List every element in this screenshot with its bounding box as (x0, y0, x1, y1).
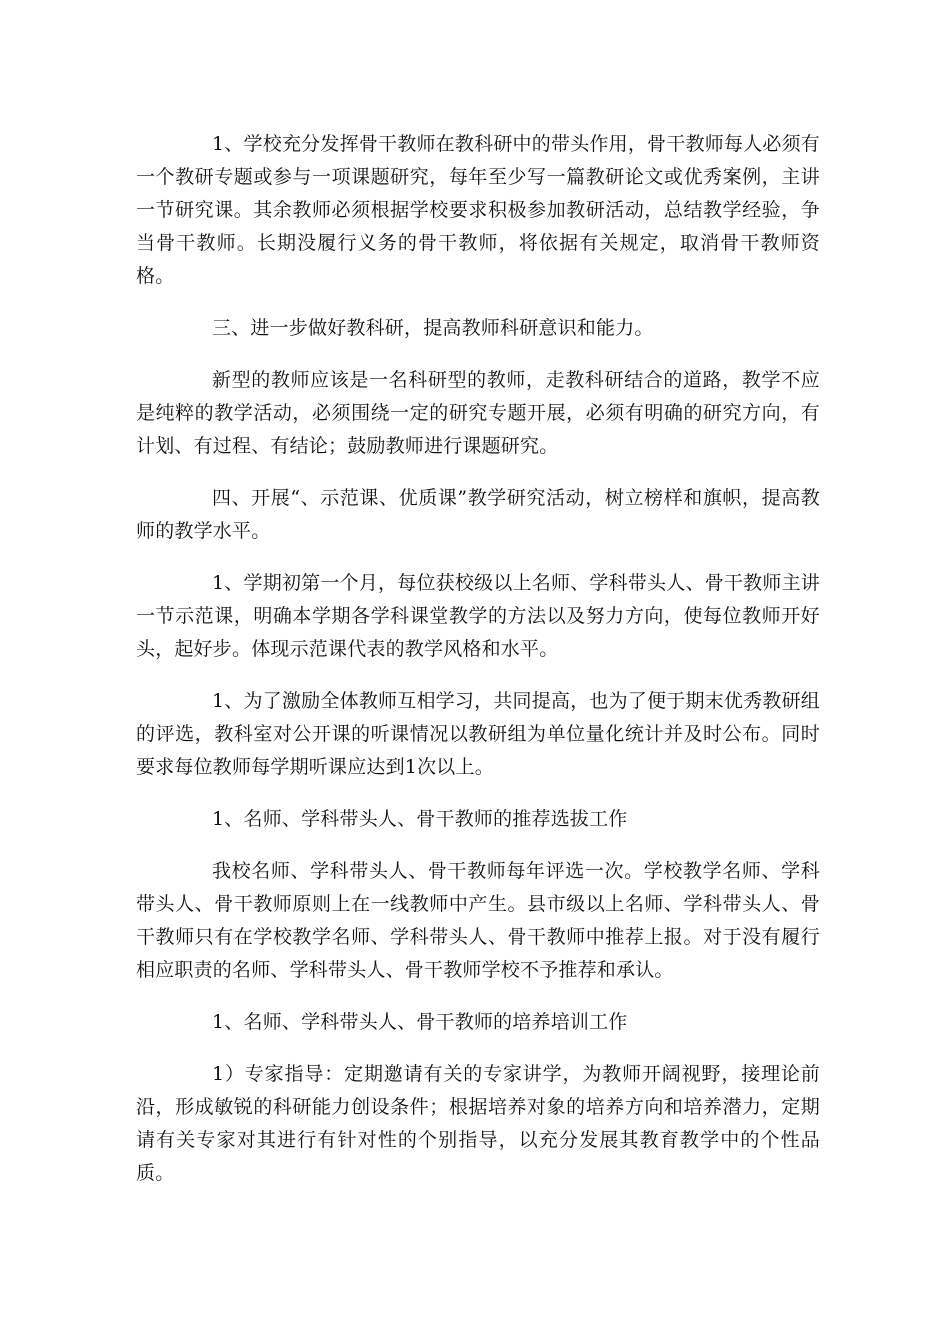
subheading: 1、名师、学科带头人、骨干教师的推荐选拔工作 (212, 808, 628, 830)
section-heading: 三、进一步做好教科研，提高教师科研意识和能力。 (212, 317, 654, 339)
paragraph: 我校名师、学科带头人、骨干教师每年评选一次。学校教学名师、学科带头人、骨干教师原则上在一线教师中产生。县市级以上名师、学科带头人、骨干教师只有在学校教学名师、学科带头人、骨干教师中推荐上报。对于没有履行相应职责的名师、学科带头人、骨干教师学校不予推荐和承认。 (136, 860, 820, 981)
paragraph: 1、为了激励全体教师互相学习，共同提高，也为了便于期末优秀教研组的评选，教科室对公开课的听课情况以教研组为单位量化统计并及时公布。同时要求每位教师每学期听课应达到1次以上。 (136, 690, 820, 778)
section-heading: 四、开展“、示范课、优质课”教学研究活动，树立榜样和旗帜，提高教师的教学水平。 (136, 487, 820, 542)
paragraph: 1）专家指导：定期邀请有关的专家讲学，为教师开阔视野，接理论前沿，形成敏锐的科研能力创设条件；根据培养对象的培养方向和培养潜力，定期请有关专家对其进行有针对性的个别指导，以充分发展其教育教学中的个性品质。 (136, 1063, 820, 1184)
paragraph: 1、学校充分发挥骨干教师在教科研中的带头作用，骨干教师每人必须有一个教研专题或参与一项课题研究，每年至少写一篇教研论文或优秀案例，主讲一节研究课。其余教师必须根据学校要求积极参加教研活动，总结教学经验，争当骨干教师。长期没履行义务的骨干教师，将依据有关规定，取消骨干教师资格。 (136, 133, 820, 287)
paragraph: 1、学期初第一个月，每位获校级以上名师、学科带头人、骨干教师主讲一节示范课，明确本学期各学科课堂教学的方法以及努力方向，使每位教师开好头，起好步。体现示范课代表的教学风格和水平。 (136, 572, 820, 660)
paragraph: 新型的教师应该是一名科研型的教师，走教科研结合的道路，教学不应是纯粹的教学活动，必须围绕一定的研究专题开展，必须有明确的研究方向，有计划、有过程、有结论；鼓励教师进行课题研究。 (136, 369, 820, 457)
document-body (136, 128, 820, 1209)
subheading: 1、名师、学科带头人、骨干教师的培养培训工作 (212, 1011, 628, 1033)
